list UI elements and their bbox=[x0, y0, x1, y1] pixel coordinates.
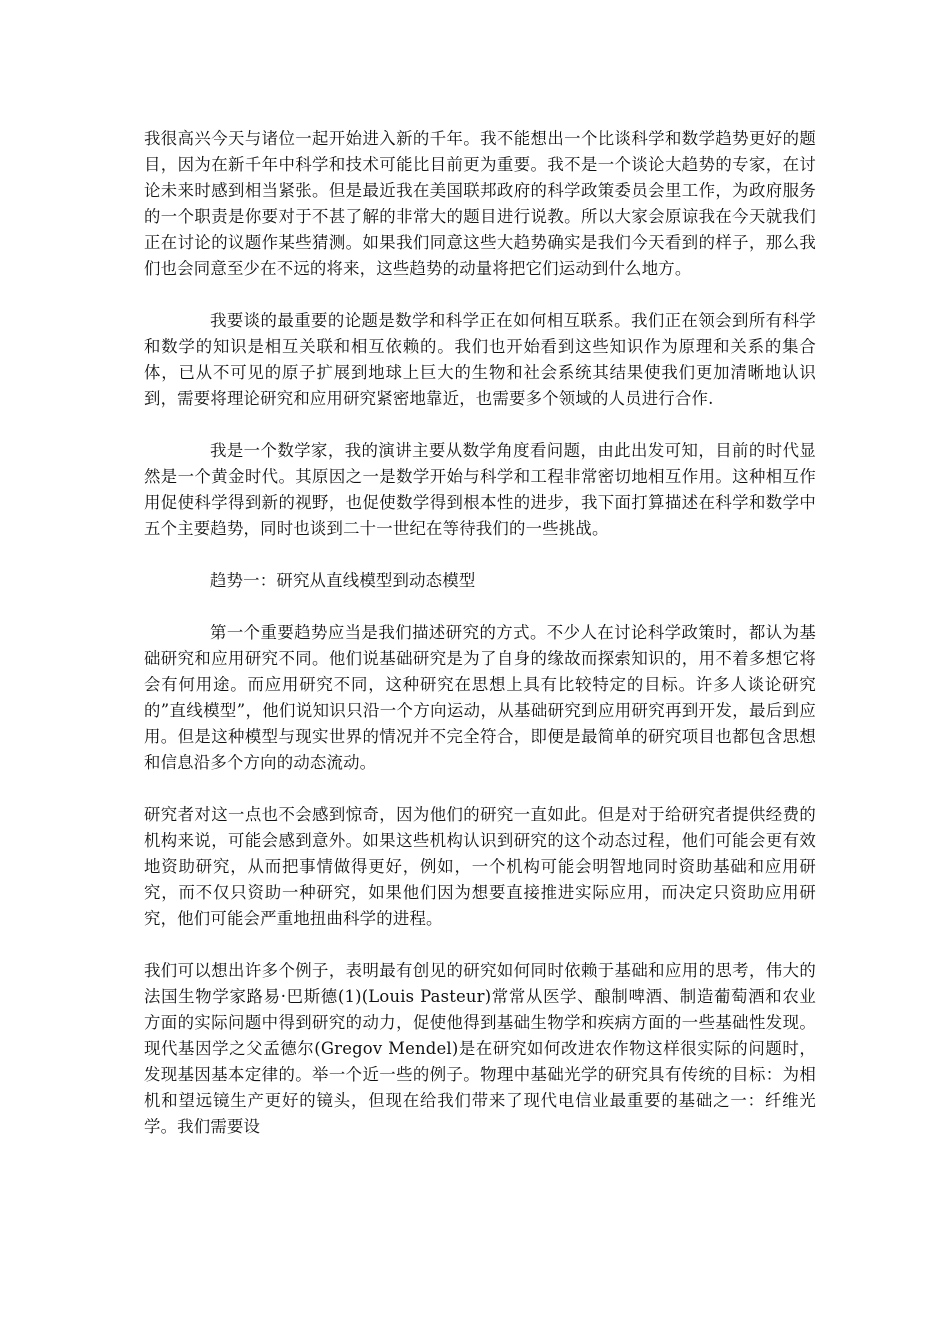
section-heading-trend-one: 趋势一：研究从直线模型到动态模型 bbox=[210, 571, 476, 590]
paragraph-linear-model: 第一个重要趋势应当是我们描述研究的方式。不少人在讨论科学政策时，都认为基础研究和应用研究不同。他们说基础研究是为了自身的缘故而探索知识的，用不着多想它将会有何用途。而应用研究不同，这种研究在思想上具有比较特定的目标。许多人谈论研究的”直线模型”，他们说知识只沿一个方向运动，从基础研究到应用研究再到开发，最后到应用。但是这种模型与现实世界的情况并不完全符合，即便是最简单的研究项目也都包含思想和信息沿多个方向的动态流动。 bbox=[144, 623, 816, 772]
document-body bbox=[144, 126, 816, 1166]
paragraph-golden-age: 我是一个数学家，我的演讲主要从数学角度看问题，由此出发可知，目前的时代显然是一个黄金时代。其原因之一是数学开始与科学和工程非常密切地相互作用。这种相互作用促使科学得到新的视野，也促使数学得到根本性的进步，我下面打算描述在科学和数学中五个主要趋势，同时也谈到二十一世纪在等待我们的一些挑战。 bbox=[144, 441, 816, 538]
paragraph-main-thesis: 我要谈的最重要的论题是数学和科学正在如何相互联系。我们正在领会到所有科学和数学的知识是相互关联和相互依赖的。我们也开始看到这些知识作为原理和关系的集合体，已从不可见的原子扩展到地球上巨大的生物和社会系统其结果使我们更加清晰地认识到，需要将理论研究和应用研究紧密地靠近，也需要多个领域的人员进行合作. bbox=[144, 311, 816, 408]
paragraph-funding-agencies: 研究者对这一点也不会感到惊奇，因为他们的研究一直如此。但是对于给研究者提供经费的机构来说，可能会感到意外。如果这些机构认识到研究的这个动态过程，他们可能会更有效地资助研究，从而把事情做得更好，例如，一个机构可能会明智地同时资助基础和应用研究，而不仅只资助一种研究，如果他们因为想要直接推进实际应用，而决定只资助应用研究，他们可能会严重地扭曲科学的进程。 bbox=[144, 805, 816, 928]
paragraph-examples: 我们可以想出许多个例子，表明最有创见的研究如何同时依赖于基础和应用的思考，伟大的法国生物学家路易·巴斯德(1)(Louis Pasteur)常常从医学、酿制啤酒、制造葡萄酒和农业方面的实际问题中得到研究的动力，促使他得到基础生物学和疾病方面的一些基础性发现。现代基因学之父孟德尔(Gregov Mendel)是在研究如何改进农作物这样很实际的问题时，发现基因基本定律的。举一个近一些的例子。物理中基础光学的研究具有传统的目标：为相机和望远镜生产更好的镜头，但现在给我们带来了现代电信业最重要的基础之一：纤维光学。我们需要设 bbox=[144, 961, 816, 1136]
paragraph-intro: 我很高兴今天与诸位一起开始进入新的千年。我不能想出一个比谈科学和数学趋势更好的题目，因为在新千年中科学和技术可能比目前更为重要。我不是一个谈论大趋势的专家，在讨论未来时感到相当紧张。但是最近我在美国联邦政府的科学政策委员会里工作，为政府服务的一个职责是你要对于不甚了解的非常大的题目进行说教。所以大家会原谅我在今天就我们正在讨论的议题作某些猜测。如果我们同意这些大趋势确实是我们今天看到的样子，那么我们也会同意至少在不远的将来，这些趋势的动量将把它们运动到什么地方。 bbox=[144, 129, 816, 278]
